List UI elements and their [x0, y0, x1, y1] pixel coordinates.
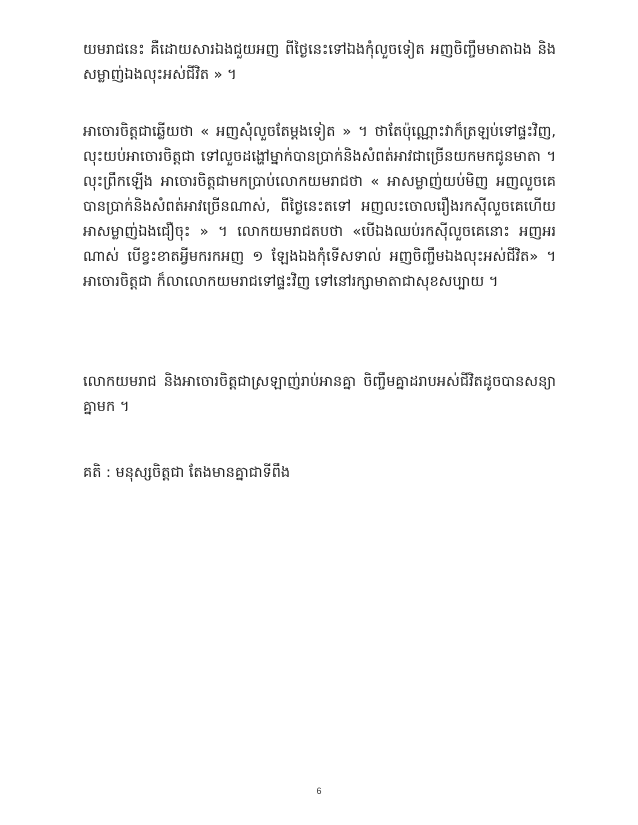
paragraph-moral: គតិ : មនុស្សចិត្តជា តែងមានគ្នាជាទីពឹង	[83, 465, 291, 481]
paragraph-lifelong-friends: លោកយមរាជ និងអាចោរចិត្តជាស្រឡាញ់រាប់អានគ្នា ចិញ្ចឹមគ្នាដរាបអស់ជីវិតដូចបានសន្យាគ្នាមក ។	[83, 374, 556, 415]
paragraph-thief-reforms: អាចោរចិត្តជាឆ្លើយថា « អញសុំលួចតែម្ដងទៀត » ។ ថាតែប៉ុណ្ណោះវាក៏ត្រឡប់ទៅផ្ទះវិញ, លុះយប់អាចោរចិត្តជា ទៅលួចដង្ហៅម្នាក់បានប្រាក់និងសំពត់អាវជាច្រើនយកមកជូនមាតា ។ លុះព្រឹកឡើង អាចោរចិត្តជាមកប្រាប់លោកយមរាជថា « អាសម្លាញ់យប់មិញ អញលួចគេ បានប្រាក់និងសំពត់អាវច្រើនណាស់, ពីថ្ងៃនេះតទៅ អញលះចោលរឿងរកស៊ីលួចគេហើយ អាសម្លាញ់ឯងជឿចុះ » ។ លោកយមរាជតបថា «បើឯងឈប់រកស៊ីលួចគេនោះ អញអរណាស់ បើខ្វះខាតអ្វីមករកអញ ១ ឡែងឯងកុំទើសទាល់ អញចិញ្ចឹមឯងលុះអស់ជីវិត» ។ អាចោរចិត្តជា ក៏លាលោកយមរាជទៅផ្ទះវិញ ទៅនៅរក្សាមាតាជាសុខសប្បាយ ។	[83, 124, 556, 290]
page-number: 6	[316, 786, 322, 796]
paragraph-friendship-promise: យមរាជនេះ គឺដោយសារឯងជួយអញ ពីថ្ងៃនេះទៅឯងកុំលួចទៀត អញចិញ្ចឹមមាតាឯង និងសម្លាញ់ឯងលុះអស់ជីវិត » ។	[83, 42, 556, 83]
